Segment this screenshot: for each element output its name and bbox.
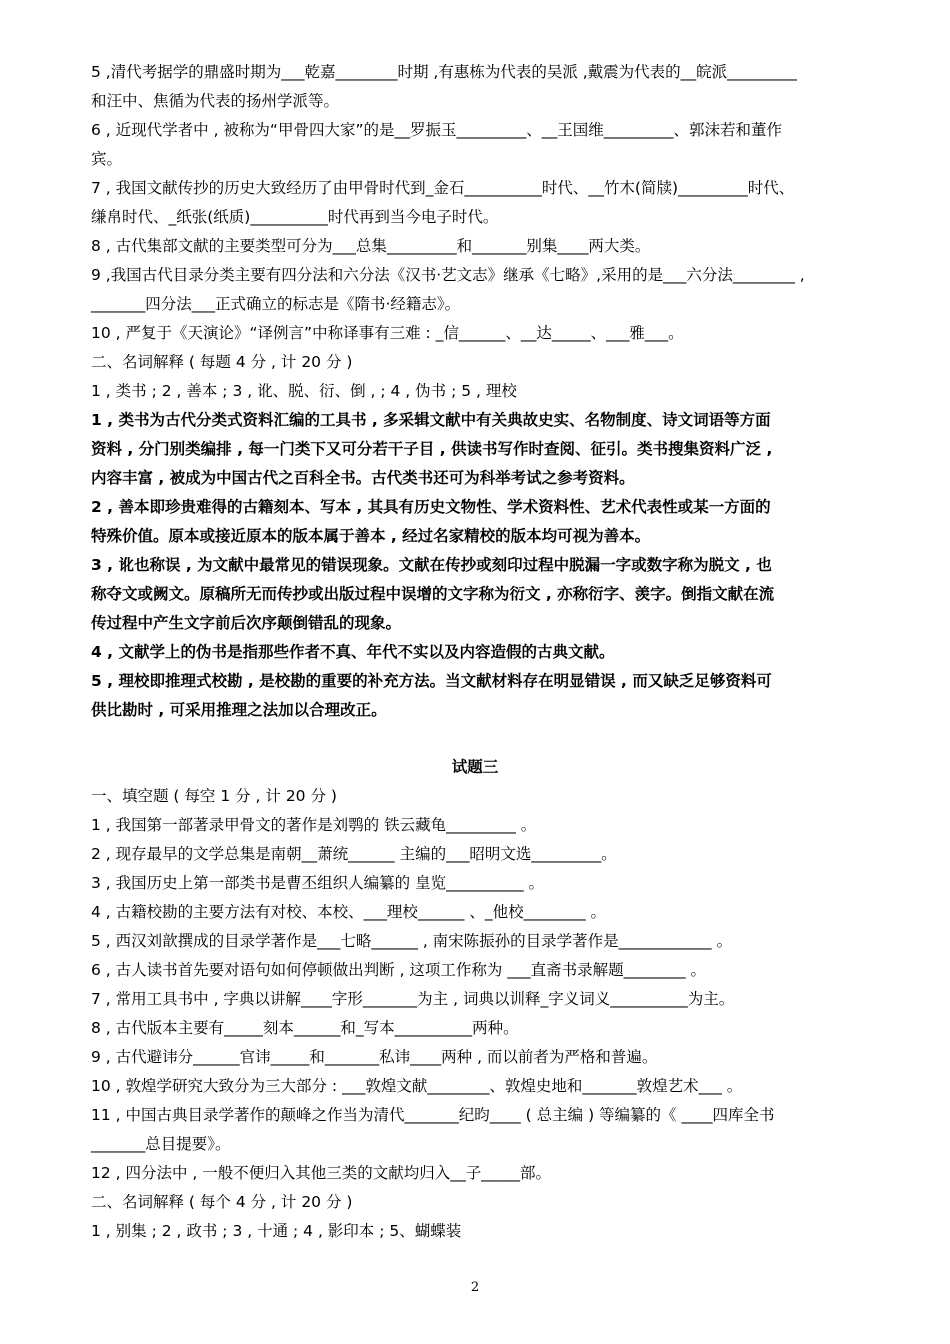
- text-line: 1 , 我国第一部著录甲骨文的著作是刘鹗的 铁云藏龟_________ 。: [91, 816, 537, 834]
- text-line: 供比勘时 , 可采用推理之法加以合理改正。: [91, 701, 387, 719]
- section-title: 试题三: [451, 758, 499, 776]
- text-line: 缣帛时代、_纸张(纸质)__________时代再到当今电子时代。: [91, 208, 499, 226]
- text-line: 3 , 我国历史上第一部类书是曹丕组织人编纂的 皇览__________ 。: [91, 874, 544, 892]
- text-line: _______四分法___正式确立的标志是《隋书·经籍志》。: [91, 295, 461, 313]
- text-line: 6 , 近现代学者中 , 被称为“甲骨四大家”的是__罗振玉_________、__王国维_________、郭沫若和董作: [91, 121, 782, 139]
- text-line: 3 , 讹也称误 , 为文献中最常见的错误现象。文献在传抄或刻印过程中脱漏一字或数字称为脱文 , 也: [91, 556, 772, 574]
- text-line: 传过程中产生文字前后次序颠倒错乱的现象。: [91, 614, 402, 632]
- text-line: 1 , 别集 ; 2 , 政书 ; 3 , 十通 ; 4 , 影印本 ; 5、蝴蝶装: [91, 1222, 462, 1240]
- text-line: 2 , 善本即珍贵难得的古籍刻本、写本 , 其具有历史文物性、学术资料性、艺术代表性或某一方面的: [91, 498, 771, 516]
- text-line: 9 ,我国古代目录分类主要有四分法和六分法《汉书·艺文志》继承《七略》,采用的是___六分法________ ,: [91, 266, 805, 284]
- text-line: 5 ,清代考据学的鼎盛时期为___乾嘉________时期 ,有惠栋为代表的吴派 ,戴震为代表的__皖派_________: [91, 63, 797, 81]
- text-line: 8 , 古代集部文献的主要类型可分为___总集_________和_______别集____两大类。: [91, 237, 651, 255]
- text-line: 5 , 理校即推理式校勘 , 是校勘的重要的补充方法。当文献材料存在明显错误 , 而又缺乏足够资料可: [91, 672, 772, 690]
- text-line: 内容丰富 , 被成为中国古代之百科全书。古代类书还可为科举考试之参考资料。: [91, 469, 635, 487]
- text-line: 11 , 中国古典目录学著作的颠峰之作当为清代_______纪昀____ ( 总主编 ) 等编纂的《 ____四库全书: [91, 1106, 775, 1124]
- text-line: 一、填空题 ( 每空 1 分 , 计 20 分 ): [91, 787, 337, 805]
- text-line: 称夺文或阙文。原稿所无而传抄或出版过程中误增的文字称为衍文 , 亦称衍字、羡字。倒指文献在流: [91, 585, 775, 603]
- text-line: 7 , 常用工具书中 , 字典以讲解____字形_______为主 , 词典以训释_字义词义__________为主。: [91, 990, 735, 1008]
- text-line: 10 , 敦煌学研究大致分为三大部分 : ___敦煌文献________、敦煌史地和_______敦煌艺术___ 。: [91, 1077, 743, 1095]
- text-line: 10 , 严复于《天演论》“译例言”中称译事有三难 : _信______、__达_____、___雅___。: [91, 324, 684, 342]
- text-line: 资料 , 分门别类编排 , 每一门类下又可分若干子目 , 供读书写作时查阅、征引。类书搜集资料广泛 ,: [91, 440, 773, 458]
- text-line: 2 , 现存最早的文学总集是南朝__萧统______ 主编的___昭明文选_________。: [91, 845, 617, 863]
- text-line: 9 , 古代避讳分______官讳_____和_______私讳____两种 , 而以前者为严格和普遍。: [91, 1048, 658, 1066]
- page-number: 2: [470, 1280, 480, 1295]
- text-line: 二、名词解释 ( 每题 4 分 , 计 20 分 ): [91, 353, 353, 371]
- text-line: 1 , 类书 ; 2 , 善本 ; 3 , 讹、脱、衍、倒 , ; 4 , 伪书 ; 5 , 理校: [91, 382, 517, 400]
- text-line: 4 , 文献学上的伪书是指那些作者不真、年代不实以及内容造假的古典文献。: [91, 643, 615, 661]
- text-line: 5 , 西汉刘歆撰成的目录学著作是___七略______ , 南宋陈振孙的目录学著作是____________ 。: [91, 932, 733, 950]
- text-line: 12 , 四分法中 , 一般不便归入其他三类的文献均归入__子_____部。: [91, 1164, 552, 1182]
- text-line: 二、名词解释 ( 每个 4 分 , 计 20 分 ): [91, 1193, 353, 1211]
- text-line: 和汪中、焦循为代表的扬州学派等。: [91, 92, 340, 110]
- text-line: 1 , 类书为古代分类式资料汇编的工具书 , 多采辑文献中有关典故史实、名物制度、诗文词语等方面: [91, 411, 771, 429]
- text-line: 7 , 我国文献传抄的历史大致经历了由甲骨时代到_金石__________时代、__竹木(简牍)_________时代、: [91, 179, 795, 197]
- text-line: 8 , 古代版本主要有_____刻本______和_写本__________两种。: [91, 1019, 519, 1037]
- text-line: 4 , 古籍校勘的主要方法有对校、本校、___理校______ 、_他校________ 。: [91, 903, 606, 921]
- text-line: 宾。: [91, 150, 123, 168]
- text-line: _______总目提要》。: [91, 1135, 231, 1153]
- text-line: 特殊价值。原本或接近原本的版本属于善本 , 经过名家精校的版本均可视为善本。: [91, 527, 651, 545]
- text-line: 6 , 古人读书首先要对语句如何停顿做出判断 , 这项工作称为 ___直斋书录解题________ 。: [91, 961, 707, 979]
